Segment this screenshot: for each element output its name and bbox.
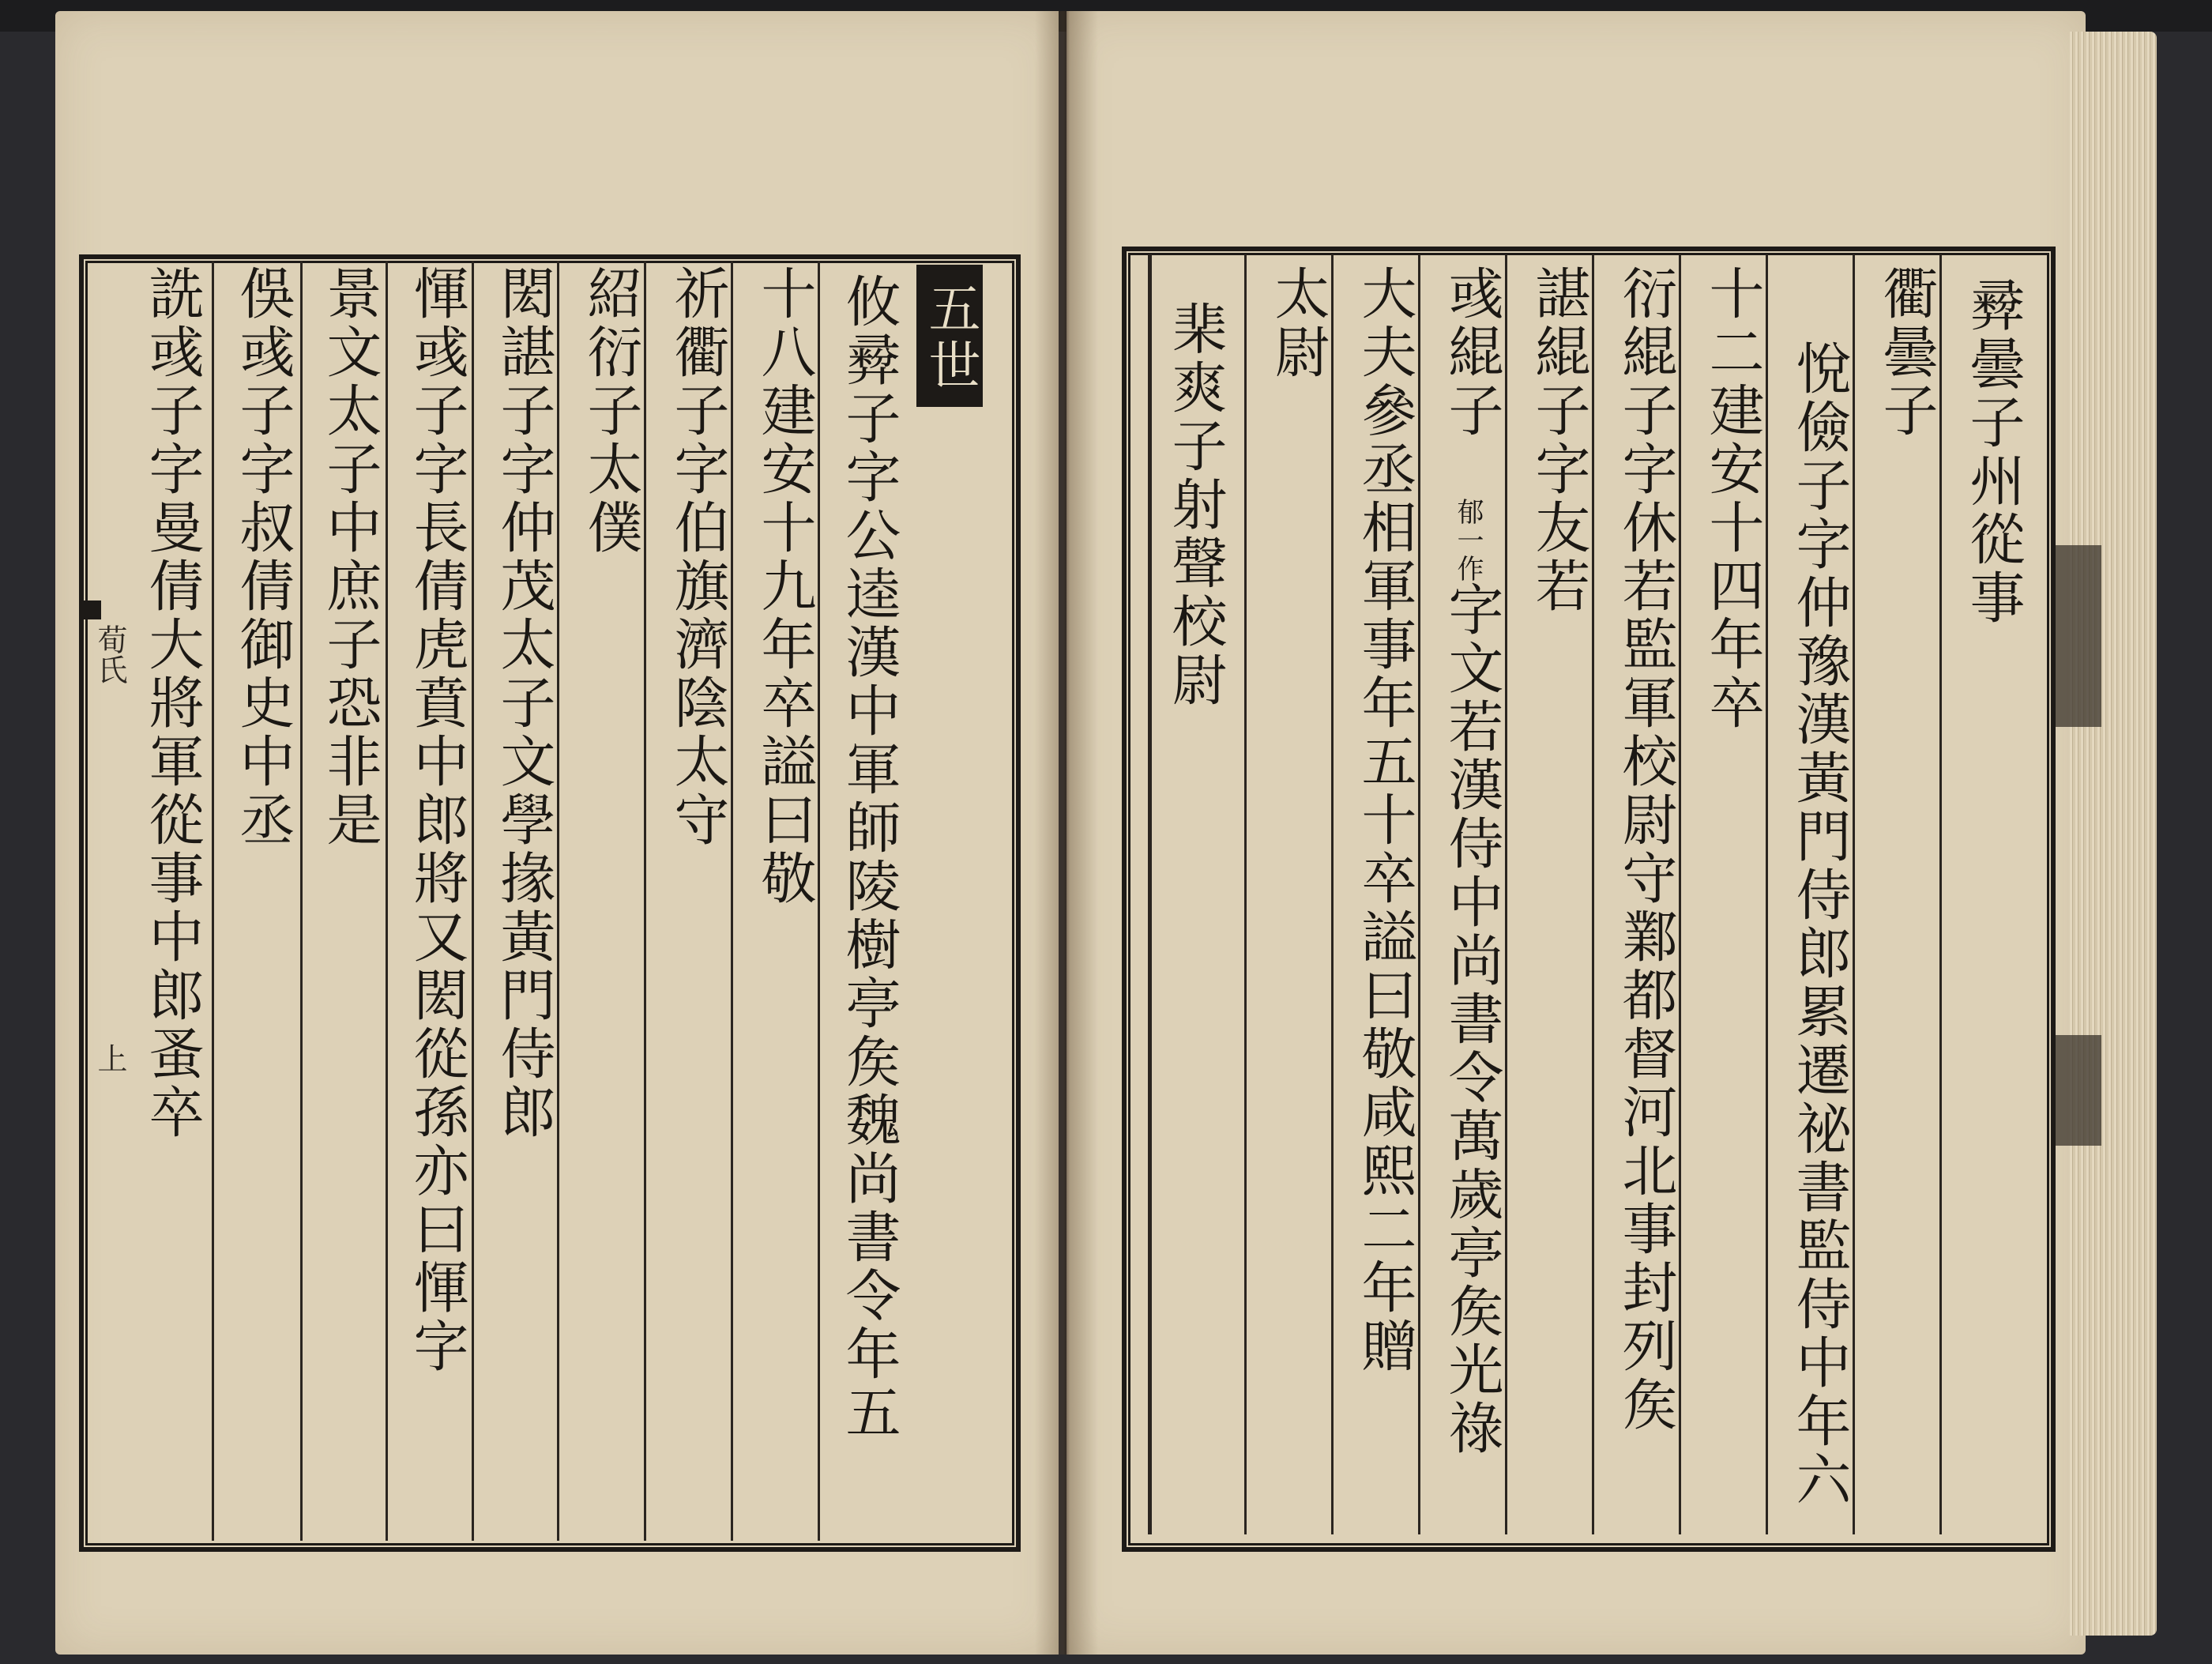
left-column-3: 祈衢子字伯旗濟陰太守 bbox=[665, 265, 730, 849]
section-heading-five-generations: 五世 bbox=[916, 265, 983, 407]
right-column-7b: 字文若漢侍中尚書令萬歲亭矦光祿 bbox=[1439, 581, 1504, 1458]
right-column-7a: 彧緄子 bbox=[1439, 265, 1504, 440]
left-column-6: 惲彧子字長倩虎賁中郎將又閎從孫亦曰惲字 bbox=[404, 265, 469, 1376]
column-rule bbox=[1148, 254, 1152, 1534]
right-column-4: 十二建安十四年卒 bbox=[1700, 265, 1765, 732]
fishtail-mark bbox=[79, 600, 101, 619]
margin-text-title: 荀氏 bbox=[92, 624, 127, 684]
right-column-2: 衢曇子 bbox=[1874, 265, 1939, 440]
page-block-edge bbox=[2070, 32, 2157, 1636]
left-column-8: 俁彧子字叔倩御史中丞 bbox=[231, 265, 295, 849]
right-column-1: 彛曇子州從事 bbox=[1961, 277, 2026, 627]
book-gutter bbox=[1035, 11, 1098, 1655]
left-column-2: 十八建安十九年卒謚曰敬 bbox=[752, 265, 817, 908]
edge-ink-mark bbox=[2054, 1035, 2101, 1146]
edge-ink-mark bbox=[2054, 545, 2101, 727]
right-column-6: 諶緄子字友若 bbox=[1526, 265, 1591, 616]
left-column-4: 紹衍子太僕 bbox=[578, 265, 643, 557]
right-column-8: 大夫參丞相軍事年五十卒謚曰敬咸熙二年贈 bbox=[1352, 265, 1417, 1376]
left-column-1: 攸彛子字公逵漢中軍師陵樹亭矦魏尚書令年五 bbox=[837, 273, 901, 1442]
interlinear-note: 郁一作 bbox=[1452, 498, 1484, 583]
left-column-7: 景文太子中庶子恐非是 bbox=[318, 265, 382, 849]
left-column-9: 詵彧子字曼倩大將軍從事中郎蚤卒 bbox=[140, 265, 205, 1142]
column-rule bbox=[1331, 254, 1334, 1534]
right-column-3: 悅儉子字仲豫漢黃門侍郎累遷祕書監侍中年六 bbox=[1787, 340, 1852, 1509]
margin-text-page: 上 bbox=[92, 1043, 127, 1073]
right-column-5: 衍緄子字休若監軍校尉守鄴都督河北事封列矦 bbox=[1613, 265, 1678, 1434]
right-column-10: 棐爽子射聲校尉 bbox=[1163, 300, 1228, 710]
left-column-5: 閎諶子字仲茂太子文學掾黃門侍郎 bbox=[491, 265, 556, 1142]
column-rule bbox=[1939, 254, 1942, 1534]
column-rule bbox=[1244, 254, 1247, 1534]
column-rule bbox=[212, 261, 214, 1541]
right-column-9: 太尉 bbox=[1266, 265, 1330, 382]
